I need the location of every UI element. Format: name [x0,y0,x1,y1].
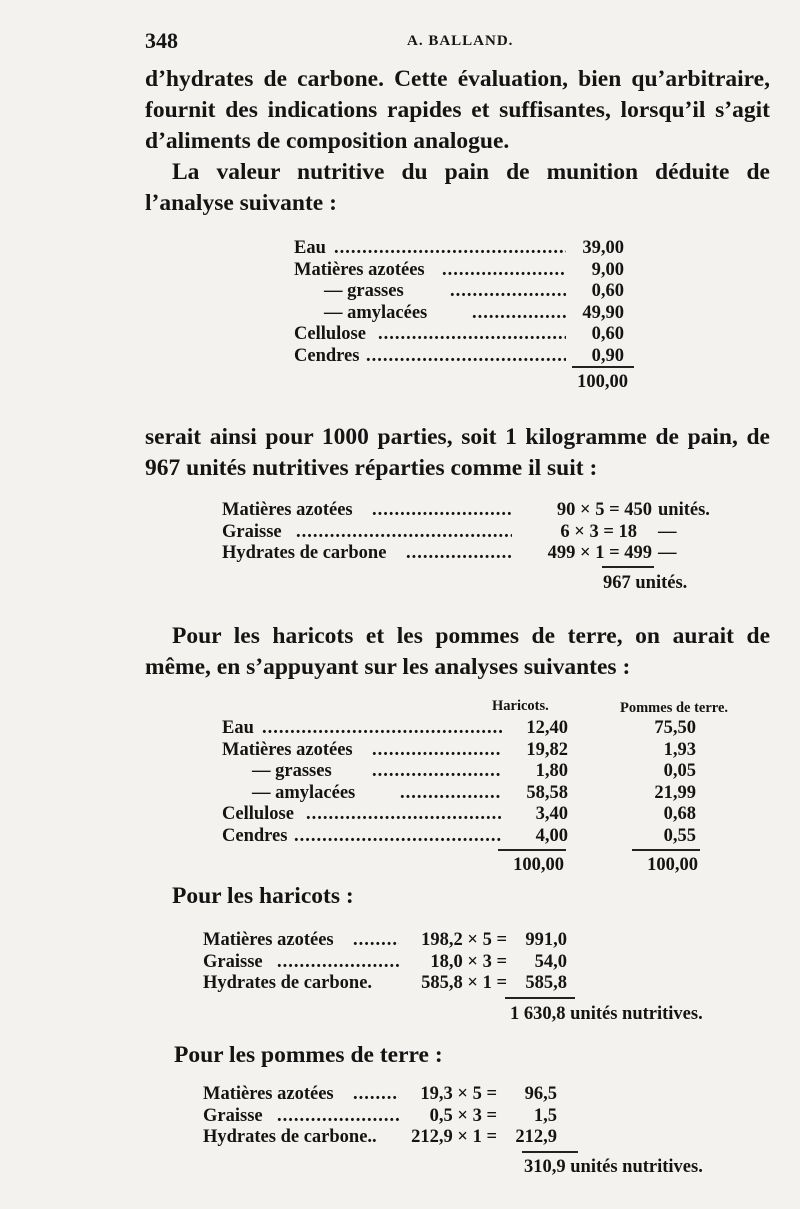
row-value: 0,90 [591,345,624,366]
row-result: 212,9 [515,1127,557,1147]
row-calc: 585,8 × 1 = [421,973,507,993]
paragraph-beans-potatoes: Pour les haricots et les pommes de terre, on aurait de même, en s’appuyant sur les analyses suivantes : [145,623,770,680]
sum-rule [498,849,566,851]
row-label: Eau [294,238,326,258]
row-calc: 90 × 5 = 450 [556,500,652,520]
table-row [222,761,702,783]
bread-units-table [222,500,710,565]
sum-rule [632,849,700,851]
row-result: 96,5 [524,1084,557,1104]
row-label: — grasses [324,281,404,301]
sum-rule [522,1151,578,1153]
row-label: Matières azotées [294,259,425,280]
row-label: Cellulose [294,324,366,344]
table-row [203,973,603,995]
row-calc: 18,0 × 3 = [430,951,507,972]
table-row [294,238,634,260]
leader-dots [378,324,566,346]
leader-dots [353,1084,399,1106]
row-label: Eau [222,718,254,738]
beans-value: 1,80 [535,761,568,781]
row-result: 54,0 [534,951,567,972]
bread-analysis-total: 100,00 [577,372,628,392]
row-result: 585,8 [525,973,567,993]
table-row [294,281,634,303]
row-label: Hydrates de carbone. [203,973,373,993]
sum-rule [505,997,575,999]
column-header-potatoes: Pommes de terre. [620,700,729,716]
leader-dots [372,740,502,762]
column-header-beans: Haricots. [492,698,549,714]
beans-analysis-total: 100,00 [513,855,564,875]
row-calc: 19,3 × 5 = [420,1084,497,1104]
table-row [203,1127,603,1149]
row-unit: — [658,543,677,563]
row-unit: unités. [658,500,710,520]
paragraph-bread: La valeur nutritive du pain de munition déduite de l’analyse suivante : [145,159,770,216]
table-row [294,260,634,282]
row-calc: 198,2 × 5 = [421,930,507,950]
leader-dots [406,543,512,565]
row-value: 49,90 [582,302,624,323]
row-label: Hydrates de carbone [222,543,387,563]
leader-dots [353,930,399,952]
leader-dots [296,522,512,544]
leader-dots [306,804,502,826]
beans-value: 12,40 [526,718,568,738]
table-row [203,1084,603,1106]
row-label: — amylacées [324,302,428,323]
potatoes-analysis-total: 100,00 [647,855,698,875]
row-calc: 499 × 1 = 499 [547,543,652,563]
beans-units-total: 1 630,8 unités nutritives. [510,1004,703,1024]
potatoes-units-table [203,1084,603,1149]
table-row [203,1106,603,1128]
leader-dots [372,500,512,522]
row-value: 39,00 [582,238,624,258]
leader-dots [277,1106,399,1128]
running-title: A. BALLAND. [407,33,514,49]
potatoes-units-total: 310,9 unités nutritives. [524,1157,703,1177]
table-row [294,324,634,346]
leader-dots [366,346,566,368]
leader-dots [372,761,502,783]
table-row [222,522,702,544]
table-row [222,543,702,565]
beans-potatoes-table [222,718,702,847]
table-row [222,783,702,805]
table-row [222,740,702,762]
table-row [203,952,603,974]
bread-analysis-table [294,238,634,367]
row-label: — amylacées [252,782,356,803]
row-label: Cendres [294,345,360,366]
table-row [294,303,634,325]
beans-value: 58,58 [526,782,568,803]
row-label: Matières azotées [222,739,353,760]
leader-dots [442,260,566,282]
table-row [222,718,702,740]
leader-dots [400,783,502,805]
row-label: Hydrates de carbone.. [203,1127,377,1147]
potatoes-value: 21,99 [654,782,696,803]
beans-value: 3,40 [535,804,568,824]
row-label: Matières azotées [222,500,353,520]
row-calc: 6 × 3 = 18 [560,521,637,542]
row-result: 1,5 [533,1105,557,1126]
table-row [222,826,702,848]
table-row [203,930,603,952]
leader-dots [472,303,566,325]
row-label: Matières azotées [203,1084,334,1104]
row-label: Graisse [203,951,263,972]
leader-dots [277,952,399,974]
paragraph-units: serait ainsi pour 1000 parties, soit 1 kilogramme de pain, de 967 unités nutritives réparties comme il suit : [145,424,770,481]
potatoes-value: 0,05 [663,761,696,781]
potatoes-value: 0,55 [663,825,696,846]
row-label: Cendres [222,825,288,846]
table-row [222,804,702,826]
row-calc: 212,9 × 1 = [411,1127,497,1147]
page-header [145,28,765,58]
beans-value: 4,00 [535,825,568,846]
bread-units-total: 967 unités. [603,573,688,593]
row-label: — grasses [252,761,332,781]
table-row [222,500,710,522]
table-row [294,346,634,368]
beans-units-table [203,930,603,995]
row-value: 9,00 [591,259,624,280]
potatoes-value: 0,68 [663,804,696,824]
heading-beans: Pour les haricots : [172,883,354,909]
beans-value: 19,82 [526,739,568,760]
row-label: Matières azotées [203,930,334,950]
leader-dots [262,718,502,740]
leader-dots [450,281,566,303]
row-label: Cellulose [222,804,294,824]
row-label: Graisse [203,1105,263,1126]
row-value: 0,60 [591,324,624,344]
potatoes-value: 1,93 [663,739,696,760]
leader-dots [334,238,566,260]
leader-dots [294,826,502,848]
row-unit: — [658,521,677,542]
heading-potatoes: Pour les pommes de terre : [174,1042,443,1068]
sum-rule [602,566,654,568]
paragraph-intro: d’hydrates de carbone. Cette évaluation, bien qu’arbitraire, fournit des indications rapides et suffisantes, lorsqu’il s’agit d’aliments de composition analogue. [145,66,770,154]
row-result: 991,0 [525,930,567,950]
potatoes-value: 75,50 [654,718,696,738]
row-calc: 0,5 × 3 = [429,1105,497,1126]
row-label: Graisse [222,521,282,542]
row-value: 0,60 [591,281,624,301]
sum-rule [572,366,634,368]
page-number: 348 [145,28,178,53]
